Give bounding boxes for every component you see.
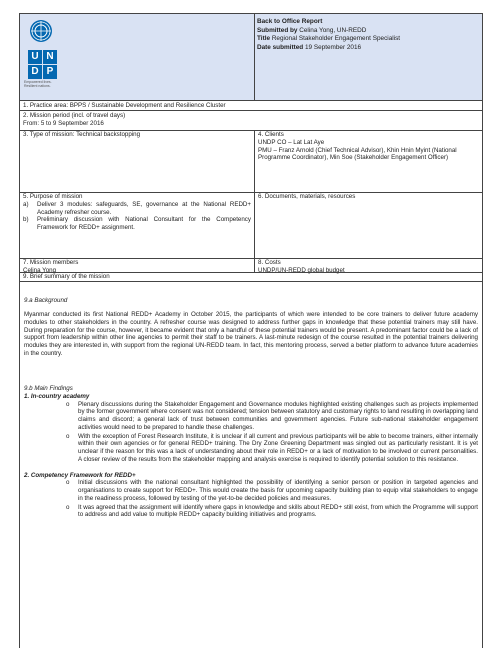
report-title: Back to Office Report: [257, 18, 323, 25]
logo-letter: U: [28, 50, 42, 64]
purpose-b-marker: b): [23, 216, 29, 224]
purpose-a: Deliver 3 modules: safeguards, SE, governance at the National REDD+ Academy refresher course.: [37, 200, 251, 216]
list-item: o With the exception of Forest Research Institute, it is unclear if all current and previous participants will be able to become trainers, either internally within their own agencies or for general REDD+ training. The Dry Zone Greening Department was singled out as particularly resistant. It is yet unclear if the reason for this was a lack of understanding about their role in REDD+ or a lack of motivation to be involved or current personalities. A closer review of the results from the stakeholder mapping and analysis exercise is required to identify potential solution to this resistance.: [24, 433, 478, 464]
undp-logo: [24, 18, 58, 94]
mission-dates: From: 5 to 9 September 2016: [23, 119, 104, 127]
logo-letter: N: [43, 50, 57, 64]
purpose: [20, 192, 254, 233]
report-info: [257, 18, 477, 53]
list-item: o It was agreed that the assignment will identify where gaps in knowledge and skills about REDD+ still exist, from which the Programme will support to address and add value to multiple REDD+ capacity building initiatives and programs.: [24, 504, 478, 520]
list-item: o Initial discussions with the national consultant highlighted the possibility of identifying a senior person or position in targeted agencies and organisations to create support for REDD+. This would create the basis for upcoming capacity building plan to equip vital stakeholders to engage in the readiness process, followed by testing of the yet-to-be decided policies and measures.: [24, 479, 478, 502]
mission-type: 3. Type of mission: Technical backstopping: [23, 131, 141, 138]
practice-area: 1. Practice area: BPPS / Sustainable Development and Resilience Cluster: [23, 102, 226, 109]
background-heading: 9.a Background: [24, 297, 68, 304]
members-value: Celina Yong: [23, 266, 57, 274]
row-mission-period: [20, 110, 482, 131]
un-emblem-icon: [28, 18, 54, 44]
purpose-b: Preliminary discussion with National Consultant for the Competency Framework for REDD+ assignment.: [37, 216, 251, 231]
costs-value: UNDP/UN-REDD global budget: [258, 266, 345, 274]
submitted-by-value: Celina Yong, UN-REDD: [299, 26, 367, 34]
background-text: Myanmar conducted its first National REDD+ Academy in October 2015, the participants of which were intended to be core trainers to deliver future academy modules to other stakeholders in the country. A refresher course was designed to address further gaps in knowledge that these potential trainers may still have. During preparation for the course, however, it became evident that only a handful of these potential trainers would be present. A predominant factor could be a lack of support from leadership within other line agencies to permit their staff to be trainers. A last-minute redesign of the course resulted in the potential trainers delivering modules they are interested in, with support from the regional UN-REDD team. In fact, this mentoring process, served a better platform to advance future academies in the country.: [24, 311, 478, 357]
title-value: Regional Stakeholder Engagement Specialist: [271, 35, 401, 43]
submitted-by-label: Submitted by: [257, 26, 298, 34]
client-undp: UNDP CO – Lat Lat Aye: [258, 138, 325, 146]
mission-period-label: 2. Mission period (incl. of travel days): [23, 112, 126, 119]
list-item: o Plenary discussions during the Stakeholder Engagement and Governance modules highlighted existing challenges such as projects implemented by the former government where consent was not considered; tension between statutory and customary rights to land resulting in overlapping land claims and discord; a general lack of trust between communities and government agencies. Future sub-national stakeholder engagement activities would need to be prepared to handle these challenges.: [24, 401, 478, 432]
undp-letter-grid: [28, 50, 58, 79]
logo-letter: P: [43, 65, 57, 79]
summary-heading: 9. Brief summary of the mission: [23, 273, 110, 280]
findings: [24, 385, 478, 520]
date-value: 19 September 2016: [304, 43, 362, 51]
findings-heading: 9.b Main Findings: [24, 385, 73, 392]
costs-label: 8. Costs: [258, 259, 281, 266]
finding-1-heading: 1. In-country academy: [24, 392, 90, 400]
title-label: Title: [257, 35, 271, 43]
finding-2-heading: 2. Competency Framework for REDD+: [24, 471, 136, 479]
client-pmu: PMU – Franz Arnold (Chief Technical Advisor), Khin Hnin Myint (National Programme Coordinator), Min Soe (Stakeholder Engagement Officer): [258, 146, 457, 162]
logo-letter: D: [28, 65, 42, 79]
clients-label: 4. Clients: [258, 131, 284, 138]
report-form: [19, 13, 483, 648]
purpose-label: 5. Purpose of mission: [23, 193, 83, 200]
documents: 6. Documents, materials, resources: [258, 193, 356, 200]
report-header: [20, 14, 482, 100]
purpose-a-marker: a): [23, 200, 29, 208]
finding-2-list: [24, 479, 478, 519]
members-label: 7. Mission members: [23, 259, 79, 266]
logo-tagline: Empowered lives. Resilient nations.: [24, 79, 52, 88]
date-label: Date submitted: [257, 43, 304, 51]
clients: [255, 130, 481, 163]
finding-1-list: [24, 401, 478, 464]
